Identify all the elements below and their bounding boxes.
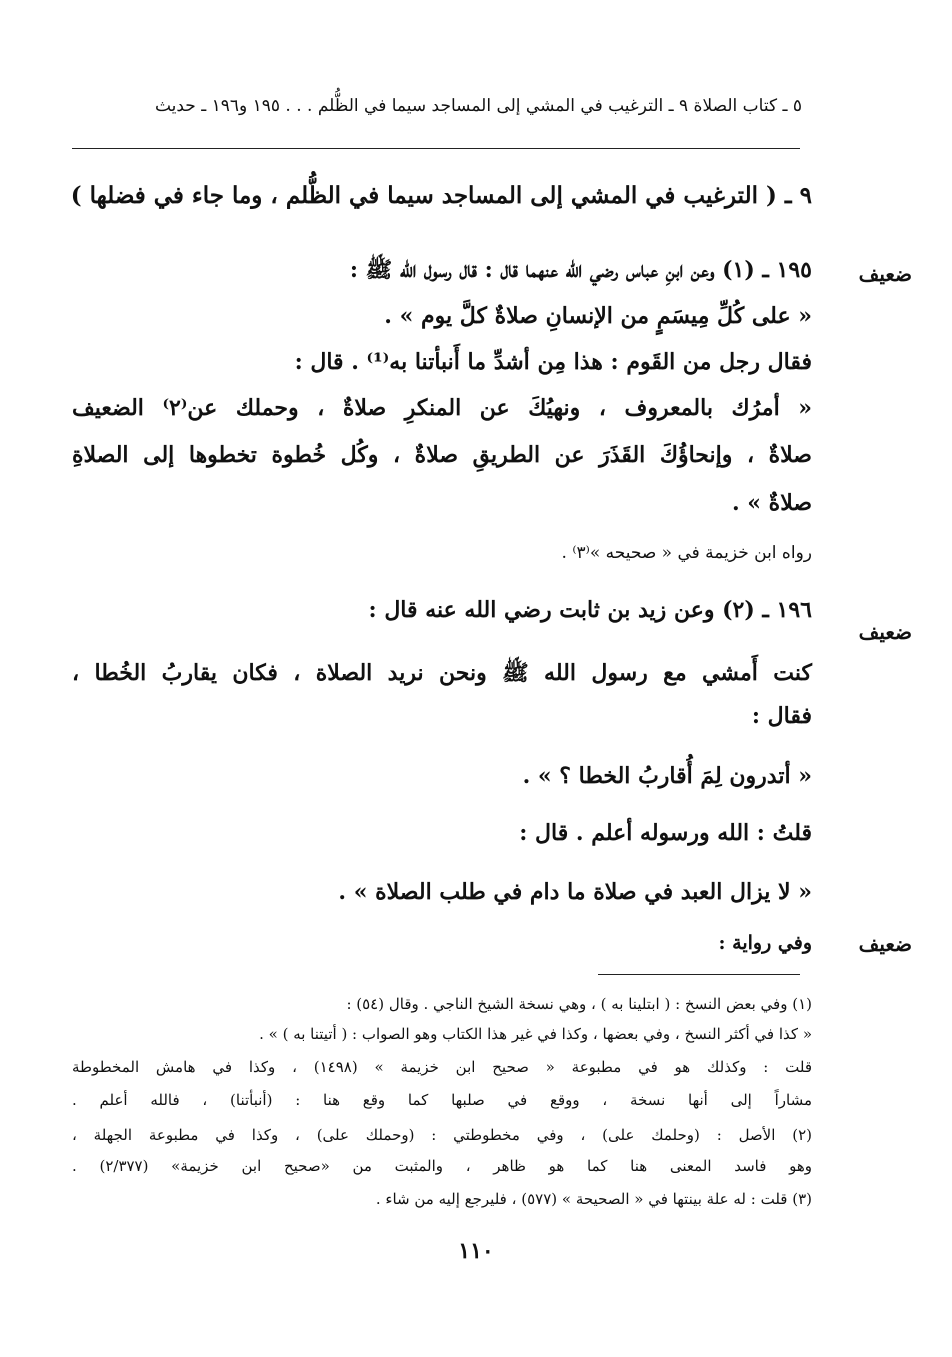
page-number: ١١٠	[458, 1238, 494, 1264]
hadith-195-line-6: صلاةٌ » .	[731, 490, 812, 516]
grade-label-variant: ضعيف	[858, 932, 912, 956]
footnote-1-line-3: قلت : وكذلك هو في مطبوعة « صحيح ابن خزيمة » (١٤٩٨) ، وكذا في هامش المخطوطة	[72, 1058, 812, 1076]
hadith-195-line-1: ١٩٥ ـ (١) وعن ابنِ عباس رضي الله عنهما قال : قال رسول الله ﷺ :	[349, 257, 812, 283]
footnote-rule	[598, 974, 800, 975]
hadith-196-line-4: « أتدرون لِمَ أُقاربُ الخطا ؟ » .	[522, 763, 812, 789]
hadith-195-source: رواه ابن خزيمة في « صحيحه »⁽٣⁾ .	[561, 543, 812, 563]
hadith-196-line-1: ١٩٦ ـ (٢) وعن زيد بن ثابت رضي الله عنه قال :	[368, 597, 812, 623]
hadith-195-line-5: صلاةٌ ، وإنحاؤُكَ القَذَرَ عن الطريقِ صلاةٌ ، وكُل خُطوة تخطوها إلى الصلاةِ	[72, 442, 812, 468]
grade-label-196: ضعيف	[858, 620, 912, 644]
header-rule	[72, 148, 800, 149]
hadith-196-line-6: « لا يزال العبد في صلاة ما دام في طلب الصلاة » .	[338, 879, 812, 905]
running-header: ٥ ـ كتاب الصلاة ٩ ـ الترغيب في المشي إلى المساجد سيما في الظُّلم . . . ١٩٥ و١٩٦ ـ حديث	[154, 96, 802, 116]
footnote-2-line-1: (٢) الأصل : (وحلمك على) ، وفي مخطوطتي : (وحملك على) ، وكذا في مطبوعة الجهلة ،	[72, 1126, 812, 1144]
hadith-196-line-3: فقال :	[751, 703, 812, 729]
hadith-196-line-2: كنت أَمشي مع رسول الله ﷺ ونحن نريد الصلاة ، فكان يقاربُ الخُطا ،	[72, 660, 812, 686]
footnote-1-line-1: (١) وفي بعض النسخ : ( ابتلينا به ) ، وهي نسخة الشيخ الناجي . وقال (٥٤) :	[346, 995, 812, 1013]
hadith-196-line-5: قلتُ : الله ورسوله أعلم . قال :	[519, 820, 812, 846]
grade-label-195: ضعيف	[858, 262, 912, 286]
hadith-195-line-4: « أمرُك بالمعروف ، ونهيُكَ عن المنكرِ صلاةٌ ، وحملك عن⁽٢⁾ الضعيف	[72, 395, 812, 421]
hadith-195-line-2: « على كُلِّ مِيسَمٍ من الإنسانِ صلاةٌ كلَّ يوم » .	[384, 303, 812, 329]
chapter-title: ٩ ـ ( الترغيب في المشي إلى المساجد سيما في الظُّلم ، وما جاء في فضلها )	[70, 182, 812, 209]
footnote-2-line-2: وهو فاسد المعنى هنا كما هو ظاهر ، والمثبت من «صحيح ابن خزيمة» (٢/٣٧٧) .	[72, 1157, 812, 1175]
footnote-1-line-2: « كذا في أكثر النسخ ، وفي بعضها ، وكذا في غير هذا الكتاب وهو الصواب : ( أتيتنا به ) » .	[259, 1025, 812, 1043]
footnote-3: (٣) قلت : له علة بينتها في « الصحيحة » (٥٧٧) ، فليرجع إليه من شاء .	[375, 1190, 812, 1208]
footnote-1-line-4: مشاراً إلى أنها نسخة ، ووقع في صلبها كما وقع هنا : (أنبأتنا) ، فالله أعلم .	[72, 1091, 812, 1109]
hadith-195-line-3: فقال رجل من القَوم : هذا مِن أشدِّ ما أَنبأتنا به⁽¹⁾ . قال :	[294, 349, 812, 375]
variant-text: وفي رواية :	[718, 932, 812, 954]
